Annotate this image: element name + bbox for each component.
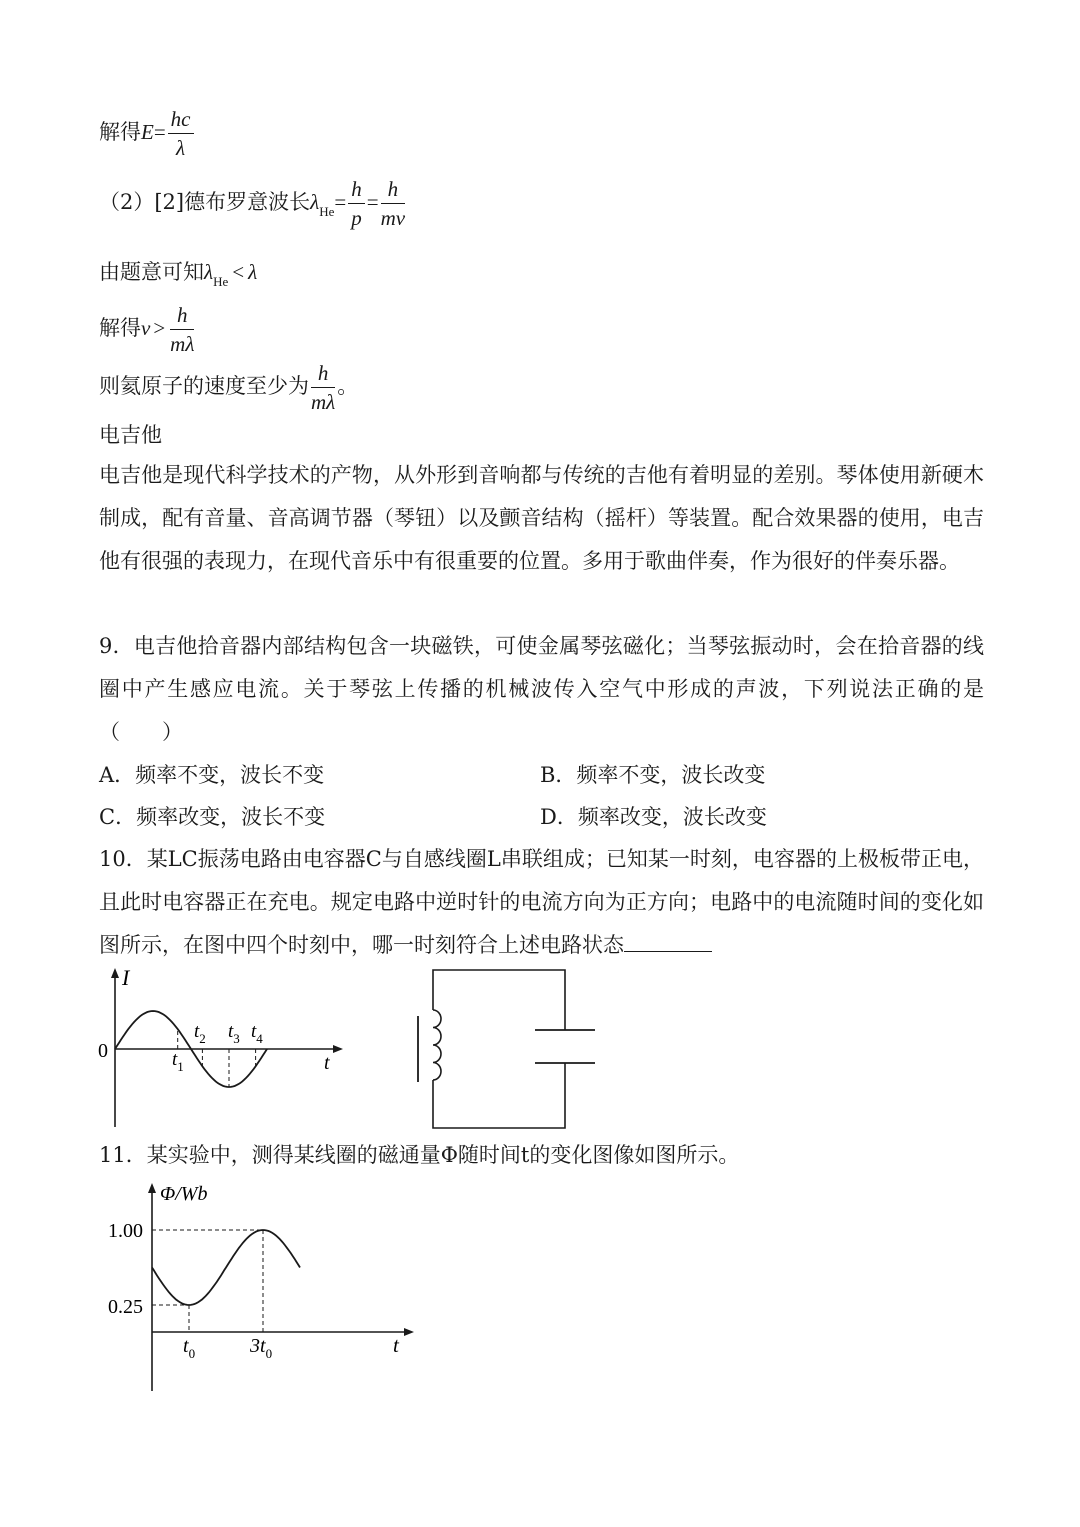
origin-label: 0	[98, 1040, 108, 1062]
answer-blank[interactable]	[624, 931, 712, 952]
equals-sign: =	[153, 120, 166, 144]
y-axis-label: Φ/Wb	[160, 1183, 208, 1205]
x-axis-label: t	[324, 1052, 330, 1074]
t2-label-sub: 2	[199, 1031, 206, 1046]
solution-line-inequality	[99, 258, 257, 289]
t4-label	[251, 1021, 263, 1046]
question-9-option-d[interactable]: D．频率改变，波长改变	[540, 805, 767, 829]
flux-time-graph	[100, 1175, 430, 1395]
fraction-hc-over-lambda	[168, 106, 194, 161]
t3-label	[228, 1021, 240, 1046]
current-time-graph	[90, 965, 350, 1135]
solve-prefix: 解得	[99, 120, 141, 144]
symbol-E: E	[141, 120, 154, 144]
question-9-stem: 9．电吉他拾音器内部结构包含一块磁铁，可使金属琴弦磁化；当琴弦振动时，会在拾音器的线圈中产生感应电流。关于琴弦上传播的机械波传入空气中形成的声波，下列说法正确的是（ ）	[99, 634, 984, 744]
reading-title: 电吉他	[99, 423, 162, 447]
flux-guide-lines	[152, 1230, 263, 1332]
symbol-lambda: λ	[204, 260, 214, 284]
fraction-denominator: mv	[380, 206, 406, 230]
fraction-numerator: h	[348, 176, 365, 204]
solution-line-velocity	[99, 302, 196, 357]
question-10-stem-text: 10．某LC振荡电路由电容器C与自感线圈L串联组成；已知某一时刻，电容器的上极板带正电，且此时电容器正在充电。规定电路中逆时针的电流方向为正方向；电路中的电流随时间的变化如图所示，在图中四个时刻中，哪一时刻符合上述电路状态	[99, 847, 984, 957]
t4-label-main: t	[251, 1021, 257, 1042]
equals-sign: =	[334, 190, 347, 214]
fraction-h-over-m-lambda	[311, 360, 335, 415]
t3-label-sub: 3	[233, 1031, 240, 1046]
reading-body: 电吉他是现代科学技术的产物，从外形到音响都与传统的吉他有着明显的差别。琴体使用新硬木制成，配有音量、音高调节器（琴钮）以及颤音结构（摇杆）等装置。配合效果器的使用，电吉他有很强的表现力，在现代音乐中有很重要的位置。多用于歌曲伴奏，作为很好的伴奏乐器。	[99, 463, 984, 573]
question-9-option-c[interactable]: C．频率改变，波长不变	[99, 805, 326, 829]
question-10-stem	[99, 838, 984, 967]
x-tick-t0	[183, 1335, 195, 1361]
y-axis-arrow	[111, 968, 119, 978]
x-axis-arrow	[404, 1328, 414, 1336]
fraction-h-over-p	[348, 176, 365, 231]
fraction-denominator: λ	[176, 136, 186, 160]
subscript-he: He	[319, 204, 335, 219]
x-tick-t0-main: t	[183, 1335, 189, 1357]
question-9-option-a[interactable]: A．频率不变，波长不变	[99, 763, 325, 787]
x-axis-arrow	[333, 1045, 343, 1053]
fraction-numerator: h	[311, 360, 335, 388]
period: 。	[337, 374, 359, 398]
less-than-sign: <	[232, 260, 245, 284]
inductor-coil	[433, 1010, 441, 1080]
x-axis-label: t	[393, 1333, 399, 1357]
question-11-stem: 11．某实验中，测得某线圈的磁通量Φ随时间t的变化图像如图所示。	[99, 1143, 740, 1167]
x-tick-t0-sub: 0	[188, 1346, 196, 1361]
equals-sign: =	[366, 190, 379, 214]
t1-label-sub: 1	[177, 1059, 184, 1074]
circuit-wire-top	[433, 970, 565, 1030]
y-axis-arrow	[148, 1183, 156, 1193]
circuit-wire-bottom	[433, 1063, 565, 1128]
part2-prefix: （2）[2]德布罗意波长	[99, 190, 311, 214]
fraction-numerator: h	[170, 302, 194, 330]
symbol-lambda: λ	[248, 260, 258, 284]
fraction-h-over-m-lambda	[170, 302, 194, 357]
subscript-he: He	[213, 274, 229, 289]
t1-label	[172, 1049, 184, 1074]
x-tick-3t0-sub: 0	[265, 1346, 273, 1361]
y-axis-label: I	[122, 965, 130, 990]
symbol-v: v	[141, 316, 151, 340]
conclusion-prefix: 则氦原子的速度至少为	[99, 374, 309, 398]
y-tick-low: 0.25	[108, 1296, 143, 1318]
inequality-prefix: 由题意可知	[99, 260, 204, 284]
solution-line-de-broglie	[99, 176, 407, 231]
fraction-denominator: p	[351, 206, 362, 230]
t3-label-main: t	[228, 1021, 234, 1042]
lc-circuit-diagram	[405, 962, 605, 1137]
fraction-h-over-mv	[381, 176, 406, 231]
question-9-option-b[interactable]: B．频率不变，波长改变	[540, 763, 766, 787]
greater-than-sign: >	[153, 316, 166, 340]
x-tick-3t0	[249, 1335, 272, 1361]
fraction-numerator: h	[381, 176, 406, 204]
time-guide-lines	[178, 1029, 256, 1087]
y-tick-high: 1.00	[108, 1220, 143, 1242]
flux-curve	[152, 1230, 300, 1305]
fraction-numerator: hc	[168, 106, 194, 134]
t2-label	[194, 1021, 206, 1046]
fraction-denominator: mλ	[170, 332, 195, 356]
t4-label-sub: 4	[256, 1031, 263, 1046]
t2-label-main: t	[194, 1021, 200, 1042]
solve-prefix: 解得	[99, 316, 141, 340]
solution-line-conclusion	[99, 360, 358, 415]
solution-line-energy	[99, 106, 196, 161]
x-tick-3t0-main: 3t	[250, 1335, 266, 1357]
t1-label-main: t	[172, 1049, 178, 1070]
symbol-lambda: λ	[310, 190, 320, 214]
fraction-denominator: mλ	[311, 390, 336, 414]
